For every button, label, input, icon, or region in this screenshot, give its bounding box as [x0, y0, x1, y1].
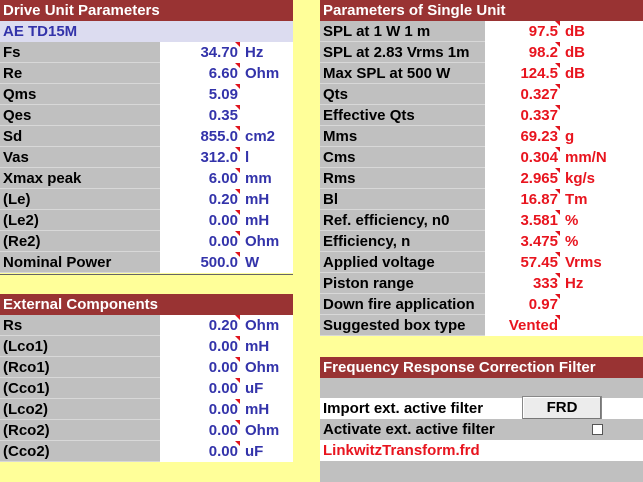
single-unit-label: SPL at 2.83 Vrms 1m [320, 42, 485, 63]
drive-unit-unit: Ohm [240, 231, 293, 252]
single-unit-unit: kg/s [560, 168, 643, 189]
single-unit-label: Cms [320, 147, 485, 168]
drive-unit-label: Nominal Power [0, 252, 160, 273]
drive-unit-header: Drive Unit Parameters [0, 0, 293, 21]
drive-unit-value[interactable]: 6.00 [160, 168, 240, 189]
external-label: (Lco1) [0, 336, 160, 357]
drive-unit-unit: W [240, 252, 293, 273]
drive-unit-row-fs [0, 42, 293, 63]
external-unit: Ohm [240, 420, 293, 441]
single-unit-unit [560, 294, 643, 315]
single-unit-label: Applied voltage [320, 252, 485, 273]
single-unit-value[interactable]: 97.5 [485, 21, 560, 42]
single-unit-value[interactable]: Vented [485, 315, 560, 336]
single-unit-label: Piston range [320, 273, 485, 294]
drive-unit-label: (Le2) [0, 210, 160, 231]
single-unit-unit: % [560, 231, 643, 252]
drive-unit-row-nominal-power [0, 252, 293, 273]
single-unit-value[interactable]: 2.965 [485, 168, 560, 189]
single-unit-row-cms [320, 147, 643, 168]
single-unit-row-down-fire-application [320, 294, 643, 315]
external-unit: mH [240, 336, 293, 357]
single-unit-row-applied-voltage [320, 252, 643, 273]
filter-header: Frequency Response Correction Filter [320, 357, 643, 378]
single-unit-rows [320, 21, 643, 336]
external-value[interactable]: 0.00 [160, 399, 240, 420]
single-unit-row-rms [320, 168, 643, 189]
single-unit-unit: Hz [560, 273, 643, 294]
drive-unit-unit: Ohm [240, 63, 293, 84]
external-row-rco1 [0, 357, 293, 378]
filter-file-name[interactable]: LinkwitzTransform.frd [323, 442, 480, 459]
external-row-cco2 [0, 441, 293, 462]
drive-unit-unit [240, 84, 293, 105]
external-row-rco2 [0, 420, 293, 441]
drive-unit-value[interactable]: 5.09 [160, 84, 240, 105]
drive-unit-unit: l [240, 147, 293, 168]
external-unit: Ohm [240, 357, 293, 378]
external-value[interactable]: 0.20 [160, 315, 240, 336]
drive-unit-unit: mH [240, 189, 293, 210]
drive-unit-label: Xmax peak [0, 168, 160, 189]
filter-file-row [320, 440, 643, 461]
drive-unit-value[interactable]: 34.70 [160, 42, 240, 63]
single-unit-value[interactable]: 124.5 [485, 63, 560, 84]
external-unit: Ohm [240, 315, 293, 336]
import-filter-row [320, 398, 643, 419]
external-components-header: External Components [0, 294, 293, 315]
external-value[interactable]: 0.00 [160, 336, 240, 357]
external-unit: uF [240, 378, 293, 399]
drive-unit-unit: mH [240, 210, 293, 231]
single-unit-unit: % [560, 210, 643, 231]
single-unit-header: Parameters of Single Unit [320, 0, 643, 21]
external-components-panel [0, 294, 293, 462]
drive-unit-model[interactable]: AE TD15M [3, 23, 78, 40]
drive-unit-value[interactable]: 855.0 [160, 126, 240, 147]
single-unit-label: Down fire application [320, 294, 485, 315]
activate-filter-label: Activate ext. active filter [323, 421, 495, 438]
single-unit-value[interactable]: 0.304 [485, 147, 560, 168]
external-components-rows [0, 315, 293, 462]
single-unit-unit [560, 84, 643, 105]
external-row-lco2 [0, 399, 293, 420]
drive-unit-unit [240, 105, 293, 126]
drive-unit-row-re [0, 63, 293, 84]
import-filter-label: Import ext. active filter [323, 400, 484, 417]
single-unit-label: Bl [320, 189, 485, 210]
drive-unit-value[interactable]: 500.0 [160, 252, 240, 273]
single-unit-label: SPL at 1 W 1 m [320, 21, 485, 42]
single-unit-unit: mm/N [560, 147, 643, 168]
single-unit-row-piston-range [320, 273, 643, 294]
external-row-rs [0, 315, 293, 336]
drive-unit-row-sd [0, 126, 293, 147]
drive-unit-row-xmax-peak [0, 168, 293, 189]
drive-unit-row-le [0, 189, 293, 210]
drive-unit-label: (Le) [0, 189, 160, 210]
drive-unit-value[interactable]: 0.00 [160, 231, 240, 252]
drive-unit-row-le2 [0, 210, 293, 231]
single-unit-row-spl-at-1-w-1-m [320, 21, 643, 42]
single-unit-unit [560, 105, 643, 126]
single-unit-row-qts [320, 84, 643, 105]
single-unit-unit: Tm [560, 189, 643, 210]
single-unit-unit: dB [560, 21, 643, 42]
single-unit-row-efficiency-n [320, 231, 643, 252]
drive-unit-unit: mm [240, 168, 293, 189]
drive-unit-value[interactable]: 312.0 [160, 147, 240, 168]
single-unit-unit: dB [560, 42, 643, 63]
drive-unit-label: Fs [0, 42, 160, 63]
single-unit-value[interactable]: 98.2 [485, 42, 560, 63]
single-unit-value[interactable]: 333 [485, 273, 560, 294]
external-row-lco1 [0, 336, 293, 357]
drive-unit-label: Qes [0, 105, 160, 126]
single-unit-panel [320, 0, 643, 336]
activate-filter-row [320, 419, 643, 440]
single-unit-unit: Vrms [560, 252, 643, 273]
drive-unit-label: Sd [0, 126, 160, 147]
external-value[interactable]: 0.00 [160, 357, 240, 378]
single-unit-row-mms [320, 126, 643, 147]
single-unit-value[interactable]: 0.337 [485, 105, 560, 126]
external-label: Rs [0, 315, 160, 336]
single-unit-unit: dB [560, 63, 643, 84]
drive-unit-unit: cm2 [240, 126, 293, 147]
filter-footer [320, 461, 643, 482]
filter-panel [320, 357, 643, 459]
external-label: (Cco1) [0, 378, 160, 399]
drive-unit-bottom-rule [0, 274, 293, 275]
drive-unit-panel [0, 0, 293, 273]
external-unit: uF [240, 441, 293, 462]
drive-unit-value[interactable]: 0.20 [160, 189, 240, 210]
external-value[interactable]: 0.00 [160, 441, 240, 462]
single-unit-label: Effective Qts [320, 105, 485, 126]
single-unit-unit [560, 315, 643, 336]
single-unit-unit: g [560, 126, 643, 147]
single-unit-value[interactable]: 69.23 [485, 126, 560, 147]
external-label: (Lco2) [0, 399, 160, 420]
single-unit-row-suggested-box-type [320, 315, 643, 336]
single-unit-label: Rms [320, 168, 485, 189]
external-label: (Rco1) [0, 357, 160, 378]
single-unit-value[interactable]: 16.87 [485, 189, 560, 210]
drive-unit-model-row[interactable] [0, 21, 293, 42]
drive-unit-value[interactable]: 0.00 [160, 210, 240, 231]
single-unit-row-ref-efficiency-n0 [320, 210, 643, 231]
drive-unit-value[interactable]: 0.35 [160, 105, 240, 126]
external-value[interactable]: 0.00 [160, 378, 240, 399]
filter-spacer [320, 378, 643, 398]
drive-unit-rows [0, 42, 293, 273]
frd-button[interactable]: FRD [522, 396, 602, 420]
single-unit-row-effective-qts [320, 105, 643, 126]
single-unit-label: Efficiency, n [320, 231, 485, 252]
single-unit-label: Max SPL at 500 W [320, 63, 485, 84]
drive-unit-label: (Re2) [0, 231, 160, 252]
drive-unit-label: Qms [0, 84, 160, 105]
drive-unit-row-vas [0, 147, 293, 168]
external-label: (Rco2) [0, 420, 160, 441]
single-unit-value[interactable]: 3.475 [485, 231, 560, 252]
external-value[interactable]: 0.00 [160, 420, 240, 441]
single-unit-label: Qts [320, 84, 485, 105]
single-unit-value[interactable]: 0.97 [485, 294, 560, 315]
drive-unit-row-qes [0, 105, 293, 126]
single-unit-value[interactable]: 0.327 [485, 84, 560, 105]
external-label: (Cco2) [0, 441, 160, 462]
single-unit-row-max-spl-at-500-w [320, 63, 643, 84]
drive-unit-unit: Hz [240, 42, 293, 63]
single-unit-row-bl [320, 189, 643, 210]
single-unit-label: Mms [320, 126, 485, 147]
external-unit: mH [240, 399, 293, 420]
drive-unit-label: Re [0, 63, 160, 84]
single-unit-label: Ref. efficiency, n0 [320, 210, 485, 231]
activate-filter-checkbox[interactable] [592, 424, 603, 435]
single-unit-value[interactable]: 57.45 [485, 252, 560, 273]
external-row-cco1 [0, 378, 293, 399]
single-unit-row-spl-at-2-83-vrms-1m [320, 42, 643, 63]
drive-unit-value[interactable]: 6.60 [160, 63, 240, 84]
drive-unit-label: Vas [0, 147, 160, 168]
single-unit-label: Suggested box type [320, 315, 485, 336]
drive-unit-row-qms [0, 84, 293, 105]
single-unit-value[interactable]: 3.581 [485, 210, 560, 231]
drive-unit-row-re2 [0, 231, 293, 252]
